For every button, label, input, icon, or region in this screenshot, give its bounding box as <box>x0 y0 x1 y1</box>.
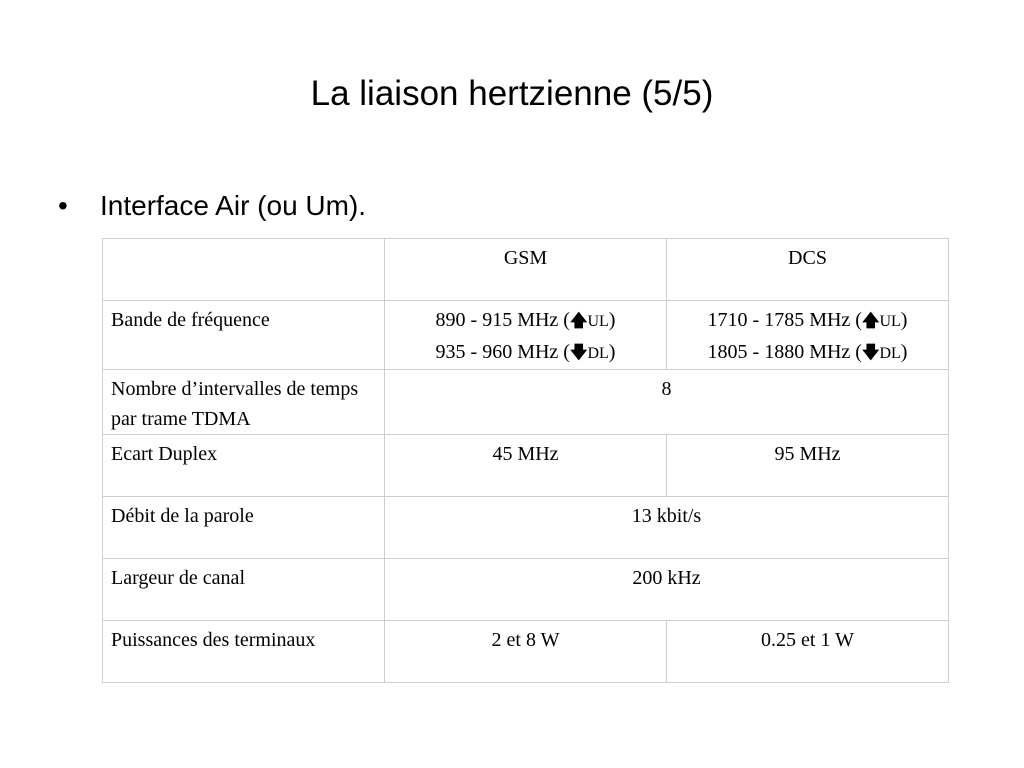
timeslots-value: 8 <box>385 370 949 435</box>
power-label: Puissances des terminaux <box>103 621 385 683</box>
header-gsm: GSM <box>385 239 667 301</box>
speech-label: Débit de la parole <box>103 497 385 559</box>
band-gsm-ul <box>393 305 658 337</box>
dl-label: DL <box>879 345 901 362</box>
close-paren: ) <box>608 309 616 331</box>
table-row-duplex <box>103 435 949 497</box>
band-gsm-dl <box>393 337 658 369</box>
band-dcs-dl-text: 1805 - 1880 MHz ( <box>707 341 862 363</box>
up-arrow-icon: 🡅 <box>861 311 880 331</box>
band-gsm-dl-text: 935 - 960 MHz ( <box>435 341 570 363</box>
band-label: Bande de fréquence <box>103 301 385 370</box>
bullet-text: Interface Air (ou Um). <box>100 190 367 221</box>
table-row-speech <box>103 497 949 559</box>
table-row-power <box>103 621 949 683</box>
close-paren: ) <box>900 341 908 363</box>
bullet-dot: • <box>58 190 68 221</box>
band-dcs-ul-text: 1710 - 1785 MHz ( <box>707 309 862 331</box>
speech-value: 13 kbit/s <box>385 497 949 559</box>
duplex-label: Ecart Duplex <box>103 435 385 497</box>
timeslots-label: Nombre d’intervalles de temps par trame TDMA <box>103 370 385 435</box>
down-arrow-icon: 🡇 <box>569 343 588 363</box>
header-empty-cell <box>103 239 385 301</box>
duplex-gsm: 45 MHz <box>385 435 667 497</box>
duplex-dcs: 95 MHz <box>667 435 949 497</box>
up-arrow-icon: 🡅 <box>569 311 588 331</box>
close-paren: ) <box>900 309 908 331</box>
table-row-band <box>103 301 949 370</box>
ul-label: UL <box>587 313 609 330</box>
power-gsm: 2 et 8 W <box>385 621 667 683</box>
channel-value: 200 kHz <box>385 559 949 621</box>
slide-title: La liaison hertzienne (5/5) <box>310 74 714 113</box>
down-arrow-icon: 🡇 <box>861 343 880 363</box>
band-dcs-dl <box>675 337 940 369</box>
bullet-item <box>58 188 366 224</box>
band-gsm <box>385 301 667 370</box>
band-dcs-ul <box>675 305 940 337</box>
power-dcs: 0.25 et 1 W <box>667 621 949 683</box>
table-row-channel <box>103 559 949 621</box>
table-header-row <box>103 239 949 301</box>
band-dcs <box>667 301 949 370</box>
spec-table <box>102 238 949 683</box>
band-gsm-ul-text: 890 - 915 MHz ( <box>435 309 570 331</box>
channel-label: Largeur de canal <box>103 559 385 621</box>
header-dcs: DCS <box>667 239 949 301</box>
dl-label: DL <box>587 345 609 362</box>
table-row-timeslots <box>103 370 949 435</box>
ul-label: UL <box>879 313 901 330</box>
close-paren: ) <box>608 341 616 363</box>
